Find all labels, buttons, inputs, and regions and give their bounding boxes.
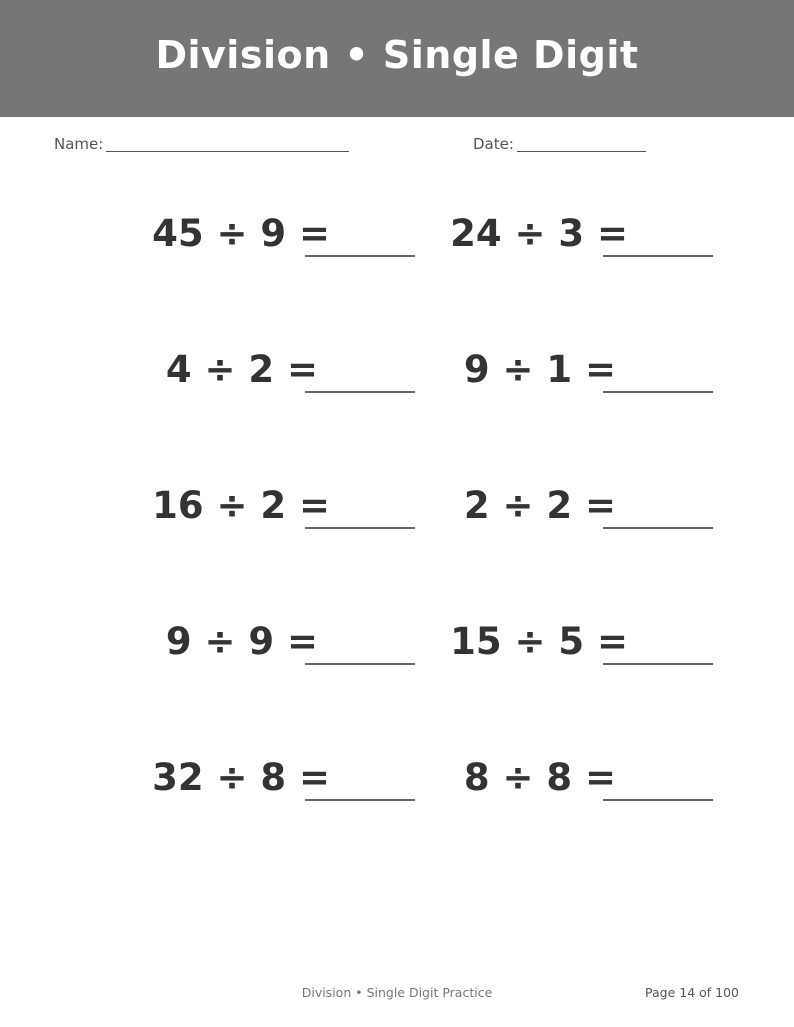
problem-4-equation: 9 ÷ 1 = [463,348,616,391]
problem-1-equation: 45 ÷ 9 = [152,212,330,255]
problem-3-equation: 4 ÷ 2 = [165,348,318,391]
problem-8-equation: 15 ÷ 5 = [450,620,628,663]
problem-6-answer-line[interactable] [603,527,713,529]
problem-8-answer-line[interactable] [603,663,713,665]
problem-row-1 [0,212,794,272]
name-label: Name: [54,135,104,153]
problem-10-answer-line[interactable] [603,799,713,801]
date-label: Date: [473,135,514,153]
problem-row-2 [0,348,794,408]
date-field-line[interactable] [517,151,646,152]
page-number: Page 14 of 100 [645,985,739,1000]
problem-row-3 [0,484,794,544]
worksheet-header [0,0,794,117]
problem-9-answer-line[interactable] [305,799,415,801]
problem-6-equation: 2 ÷ 2 = [463,484,616,527]
name-field-line[interactable] [106,151,349,152]
worksheet-title: Division • Single Digit [155,32,639,77]
problem-5-answer-line[interactable] [305,527,415,529]
problem-2-equation: 24 ÷ 3 = [450,212,628,255]
problem-3-answer-line[interactable] [305,391,415,393]
problem-row-4 [0,620,794,680]
problem-1-answer-line[interactable] [305,255,415,257]
problem-7-equation: 9 ÷ 9 = [165,620,318,663]
problem-7-answer-line[interactable] [305,663,415,665]
problem-5-equation: 16 ÷ 2 = [152,484,330,527]
problem-4-answer-line[interactable] [603,391,713,393]
problem-2-answer-line[interactable] [603,255,713,257]
footer-caption: Division • Single Digit Practice [301,985,493,1000]
problem-9-equation: 32 ÷ 8 = [152,756,330,799]
problem-row-5 [0,756,794,816]
problem-10-equation: 8 ÷ 8 = [463,756,616,799]
